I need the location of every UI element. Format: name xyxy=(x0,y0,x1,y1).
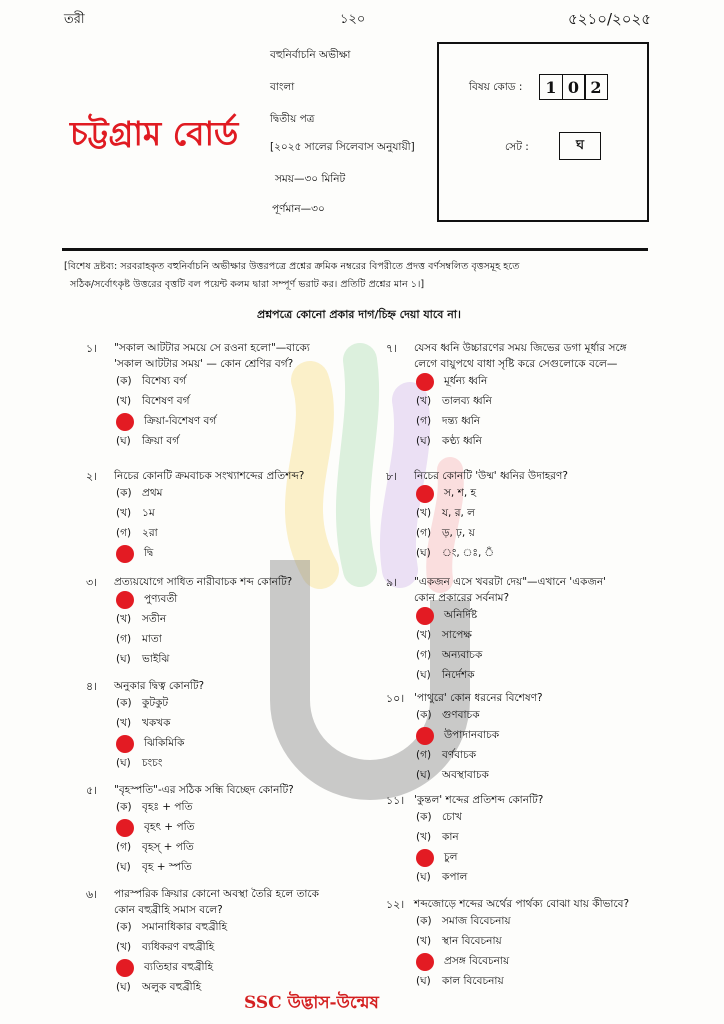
footer-brand: SSC উদ্ভাস-উন্মেষ xyxy=(244,993,379,1013)
question-number: ৮। xyxy=(386,470,398,483)
option-text: সমাজ বিবেচনায় xyxy=(442,914,511,927)
option-label: (খ) xyxy=(416,628,432,641)
answer-option[interactable] xyxy=(116,630,376,650)
option-text: ঝিকিমিকি xyxy=(144,736,185,749)
filled-answer-bubble xyxy=(416,607,434,625)
answer-option[interactable] xyxy=(416,808,676,828)
question-text xyxy=(114,468,376,484)
answer-option[interactable] xyxy=(416,666,676,686)
answer-option[interactable] xyxy=(116,504,376,524)
answer-option[interactable] xyxy=(116,938,376,958)
question-text xyxy=(114,886,376,918)
option-text: কান xyxy=(442,830,459,843)
question-line: অনুকার দ্বিত্ব কোনটি? xyxy=(114,680,205,692)
option-text: সাপেক্ষ xyxy=(442,628,472,641)
filled-answer-bubble xyxy=(116,545,134,563)
question-block xyxy=(86,886,376,998)
answer-option[interactable] xyxy=(416,606,676,626)
option-label: (ঘ) xyxy=(416,434,431,447)
option-text: বৃহ + স্পতি xyxy=(142,860,192,873)
answer-option[interactable] xyxy=(116,958,376,978)
code-digit: 2 xyxy=(584,74,608,100)
answer-option[interactable] xyxy=(416,392,676,412)
question-number: ১২। xyxy=(386,898,405,911)
question-block xyxy=(86,678,376,774)
option-label: (খ) xyxy=(416,934,432,947)
answer-option[interactable] xyxy=(116,694,376,714)
answer-option[interactable] xyxy=(416,432,676,452)
option-text: অন্যবাচক xyxy=(442,648,483,661)
question-line: "বৃহস্পতি"-এর সঠিক সন্ধি বিচ্ছেদ কোনটি? xyxy=(114,784,294,796)
option-text: ২রা xyxy=(142,526,158,539)
answer-option[interactable] xyxy=(116,372,376,392)
question-line: কোন বহুব্রীহি সমাস বলে? xyxy=(114,904,223,916)
answer-option[interactable] xyxy=(116,412,376,432)
option-text: চোখ xyxy=(442,810,462,823)
answer-option[interactable] xyxy=(416,504,676,524)
option-label: (গ) xyxy=(416,648,432,661)
question-line: 'পাথুরে' কোন ধরনের বিশেষণ? xyxy=(414,692,543,704)
answer-option[interactable] xyxy=(116,650,376,670)
option-text: বর্ণবাচক xyxy=(442,748,477,761)
answer-option[interactable] xyxy=(116,714,376,734)
question-line: 'কুন্তল' শব্দের প্রতিশব্দ কোনটি? xyxy=(414,794,544,806)
option-label: (খ) xyxy=(116,612,132,625)
question-line: শব্দজোড়ে শব্দের অর্থের পার্থক্য বোঝা যায় কীভাবে? xyxy=(414,898,630,910)
filled-answer-bubble xyxy=(116,819,134,837)
filled-answer-bubble xyxy=(116,413,134,431)
set-label: সেট : xyxy=(505,141,529,153)
set-value: ঘ xyxy=(559,132,601,160)
option-text: য, র, ল xyxy=(442,506,475,519)
option-text: মূর্ধন্য ধ্বনি xyxy=(444,374,488,387)
question-line: "সকাল আটটার সময়ে সে রওনা হলো"—বাক্যে xyxy=(114,342,310,354)
question-block xyxy=(386,690,676,786)
option-text: ক্রিয়া-বিশেষণ বর্গ xyxy=(144,414,217,427)
option-label: (ঘ) xyxy=(116,756,131,769)
question-line: নিচের কোনটি ক্রমবাচক সংখ্যাশব্দের প্রতিশব্দ? xyxy=(114,470,305,482)
option-text: স্থান বিবেচনায় xyxy=(442,934,502,947)
filled-answer-bubble xyxy=(416,849,434,867)
answer-option[interactable] xyxy=(416,706,676,726)
option-text: অনির্দিষ্ট xyxy=(444,608,478,621)
option-label: (খ) xyxy=(416,506,432,519)
filled-answer-bubble xyxy=(416,727,434,745)
option-label: (খ) xyxy=(416,394,432,407)
question-number: ১১। xyxy=(386,794,405,807)
option-text: বৃহঃ + পতি xyxy=(142,800,193,813)
option-text: স, শ, হ xyxy=(444,486,477,499)
option-label: (গ) xyxy=(416,414,432,427)
exam-type: বহুনির্বাচনি অভীক্ষা xyxy=(270,49,351,61)
question-text xyxy=(414,792,676,808)
notice: প্রশ্নপত্রে কোনো প্রকার দাগ/চিহ্ন দেয়া যাবে না। xyxy=(257,308,461,321)
option-text: ব্যধিকরণ বহুব্রীহি xyxy=(142,940,215,953)
answer-option[interactable] xyxy=(416,932,676,952)
option-label: (ঘ) xyxy=(416,546,431,559)
option-text: ড়, ঢ়, য় xyxy=(442,526,475,539)
option-label: (ঘ) xyxy=(116,652,131,665)
option-text: কণ্ঠ্য ধ্বনি xyxy=(442,434,482,447)
answer-option[interactable] xyxy=(116,392,376,412)
option-text: দন্ত্য ধ্বনি xyxy=(442,414,481,427)
option-text: মাতা xyxy=(142,632,162,645)
filled-answer-bubble xyxy=(116,959,134,977)
question-line: যেসব ধ্বনি উচ্চারণের সময় জিভের ডগা মূর্ধার সঙ্গে xyxy=(414,342,627,354)
question-block xyxy=(86,782,376,878)
exam-time: সময়—৩০ মিনিট xyxy=(275,173,346,185)
question-block xyxy=(86,340,376,452)
question-number: ১০। xyxy=(386,692,405,705)
question-number: ৯। xyxy=(386,576,398,589)
question-text xyxy=(114,782,376,798)
answer-option[interactable] xyxy=(416,828,676,848)
answer-option[interactable] xyxy=(116,524,376,544)
option-label: (ক) xyxy=(116,374,132,387)
syllabus-note: [২০২৫ সালের সিলেবাস অনুযায়ী] xyxy=(270,141,415,153)
question-line: নিচের কোনটি 'উষ্ম' ধ্বনির উদাহরণ? xyxy=(414,470,568,482)
question-text xyxy=(114,574,376,590)
option-label: (ঘ) xyxy=(116,980,131,993)
question-text xyxy=(114,340,376,372)
question-block xyxy=(386,896,676,992)
code-digit: 0 xyxy=(562,74,586,100)
question-number: ৭। xyxy=(386,342,398,355)
question-block xyxy=(386,792,676,888)
option-text: বিশেষ্য বর্গ xyxy=(142,374,187,387)
question-line: "একজন এসে খবরটা দেয়"—এখানে 'একজন' xyxy=(414,576,607,588)
option-label: (গ) xyxy=(416,526,432,539)
question-number: ২। xyxy=(86,470,98,483)
option-label: (খ) xyxy=(116,716,132,729)
question-text xyxy=(414,690,676,706)
subject-code-digits xyxy=(539,74,608,100)
full-marks: পূর্ণমান—৩০ xyxy=(272,203,325,215)
option-text: চুল xyxy=(444,850,458,863)
answer-option[interactable] xyxy=(116,918,376,938)
option-text: চংচং xyxy=(142,756,163,769)
answer-option[interactable] xyxy=(416,646,676,666)
question-text xyxy=(414,896,676,912)
answer-option[interactable] xyxy=(416,626,676,646)
instruction-line: সঠিক/সর্বোৎকৃষ্ট উত্তরের বৃত্তটি বল পয়েন্ট কলম দ্বারা সম্পূর্ণ ভরাট কর। প্রতিটি প্রশ্নের মান ১।] xyxy=(70,279,425,290)
option-label: (ক) xyxy=(416,708,432,721)
answer-option[interactable] xyxy=(116,544,376,564)
option-text: উপাদানবাচক xyxy=(444,728,500,741)
question-block xyxy=(386,574,676,686)
answer-option[interactable] xyxy=(116,798,376,818)
question-block xyxy=(386,340,676,452)
option-text: খকখক xyxy=(142,716,171,729)
question-text xyxy=(114,678,376,694)
option-text: বৃহৎ + পতি xyxy=(144,820,195,833)
answer-option[interactable] xyxy=(416,868,676,888)
option-text: প্রথম xyxy=(142,486,163,499)
question-line: কোন প্রকারের সর্বনাম? xyxy=(414,592,510,604)
option-text: কপাল xyxy=(442,870,468,883)
filled-answer-bubble xyxy=(116,591,134,609)
option-text: সমানাধিকার বহুব্রীহি xyxy=(142,920,228,933)
question-line: লেগে বায়ুপথে বাধা সৃষ্টি করে সেগুলোকে বলে— xyxy=(414,358,618,370)
question-number: ৪। xyxy=(86,680,98,693)
answer-option[interactable] xyxy=(416,912,676,932)
option-label: (খ) xyxy=(116,506,132,519)
option-text: পুণ্যবতী xyxy=(144,592,178,605)
page-number: ১২০ xyxy=(340,12,366,27)
option-label: (ক) xyxy=(416,810,432,823)
paper-name: দ্বিতীয় পত্র xyxy=(270,113,315,125)
option-label: (ক) xyxy=(116,920,132,933)
option-label: (ঘ) xyxy=(416,768,431,781)
answer-option[interactable] xyxy=(416,412,676,432)
option-label: (ক) xyxy=(116,696,132,709)
option-label: (ঘ) xyxy=(416,668,431,681)
question-number: ৬। xyxy=(86,888,98,901)
answer-option[interactable] xyxy=(416,484,676,504)
option-text: ভাইঝি xyxy=(142,652,170,665)
board-title: চট্টগ্রাম বোর্ড xyxy=(70,114,239,153)
filled-answer-bubble xyxy=(416,485,434,503)
option-label: (ঘ) xyxy=(416,974,431,987)
option-text: ব্যতিহার বহুব্রীহি xyxy=(144,960,213,973)
subject-code-label: বিষয় কোড : xyxy=(469,81,523,93)
option-text: অবস্থাবাচক xyxy=(442,768,489,781)
option-text: কাল বিবেচনায় xyxy=(442,974,504,987)
question-number: ৫। xyxy=(86,784,98,797)
option-label: (ঘ) xyxy=(116,434,131,447)
option-text: প্রসঙ্গ বিবেচনায় xyxy=(444,954,510,967)
question-text xyxy=(414,468,676,484)
answer-option[interactable] xyxy=(416,524,676,544)
answer-option[interactable] xyxy=(116,610,376,630)
answer-option[interactable] xyxy=(116,432,376,452)
filled-answer-bubble xyxy=(416,373,434,391)
answer-option[interactable] xyxy=(416,544,676,564)
answer-option[interactable] xyxy=(116,818,376,838)
question-block xyxy=(86,574,376,670)
question-line: 'সকাল আটটার সময়' — কোন শ্রেণির বর্গ? xyxy=(114,358,294,370)
option-label: (ঘ) xyxy=(116,860,131,873)
answer-option[interactable] xyxy=(116,754,376,774)
answer-option[interactable] xyxy=(116,838,376,858)
option-label: (গ) xyxy=(116,840,132,853)
question-line: পারস্পরিক ক্রিয়ার কোনো অবস্থা তৈরি হলে তাকে xyxy=(114,888,319,900)
answer-option[interactable] xyxy=(416,972,676,992)
option-label: (ঘ) xyxy=(416,870,431,883)
header-divider xyxy=(62,248,648,251)
option-label: (ক) xyxy=(416,914,432,927)
answer-option[interactable] xyxy=(116,590,376,610)
instructions xyxy=(64,258,654,294)
option-text: নির্দেশক xyxy=(442,668,475,681)
option-text: তালব্য ধ্বনি xyxy=(442,394,492,407)
answer-option[interactable] xyxy=(116,484,376,504)
question-block xyxy=(86,468,376,564)
answer-option[interactable] xyxy=(116,858,376,878)
option-label: (ক) xyxy=(116,800,132,813)
option-label: (খ) xyxy=(116,394,132,407)
paper-code: ৫২১০/২০২৫ xyxy=(568,10,652,28)
answer-option[interactable] xyxy=(416,726,676,746)
filled-answer-bubble xyxy=(416,953,434,971)
left-mark: তরী xyxy=(64,12,85,27)
option-text: কুটকুট xyxy=(142,696,169,709)
question-text xyxy=(414,574,676,606)
answer-option[interactable] xyxy=(116,734,376,754)
question-number: ১। xyxy=(86,342,98,355)
option-text: গুণবাচক xyxy=(442,708,480,721)
option-text: ১ম xyxy=(142,506,155,519)
option-label: (খ) xyxy=(116,940,132,953)
answer-option[interactable] xyxy=(416,952,676,972)
option-label: (খ) xyxy=(416,830,432,843)
option-text: বিশেষণ বর্গ xyxy=(142,394,190,407)
option-text: দ্বি xyxy=(144,546,154,559)
option-label: (গ) xyxy=(416,748,432,761)
code-digit: 1 xyxy=(539,74,563,100)
answer-option[interactable] xyxy=(416,848,676,868)
answer-option[interactable] xyxy=(416,766,676,786)
option-text: সতীন xyxy=(142,612,167,625)
answer-option[interactable] xyxy=(416,746,676,766)
question-line: প্রত্যয়যোগে সাধিত নারীবাচক শব্দ কোনটি? xyxy=(114,576,293,588)
option-text: ং, ঃ, ঁ xyxy=(442,546,495,559)
answer-option[interactable] xyxy=(416,372,676,392)
filled-answer-bubble xyxy=(116,735,134,753)
option-label: (গ) xyxy=(116,526,132,539)
instruction-line: [বিশেষ দ্রষ্টব্য: সরবরাহকৃত বহুনির্বাচনি অভীক্ষার উত্তরপত্রে প্রশ্নের ক্রমিক নম্বরের বিপরীতে প্রদত্ত বর্ণসম্বলিত বৃত্তসমূহ হতে xyxy=(64,261,520,272)
question-number: ৩। xyxy=(86,576,98,589)
option-label: (ক) xyxy=(116,486,132,499)
subject-name: বাংলা xyxy=(270,81,295,93)
question-text xyxy=(414,340,676,372)
code-box xyxy=(437,42,649,222)
option-text: ক্রিয়া বর্গ xyxy=(142,434,180,447)
question-block xyxy=(386,468,676,564)
option-text: অলুক বহুব্রীহি xyxy=(142,980,202,993)
option-label: (গ) xyxy=(116,632,132,645)
option-text: বৃহস্ + পতি xyxy=(142,840,194,853)
